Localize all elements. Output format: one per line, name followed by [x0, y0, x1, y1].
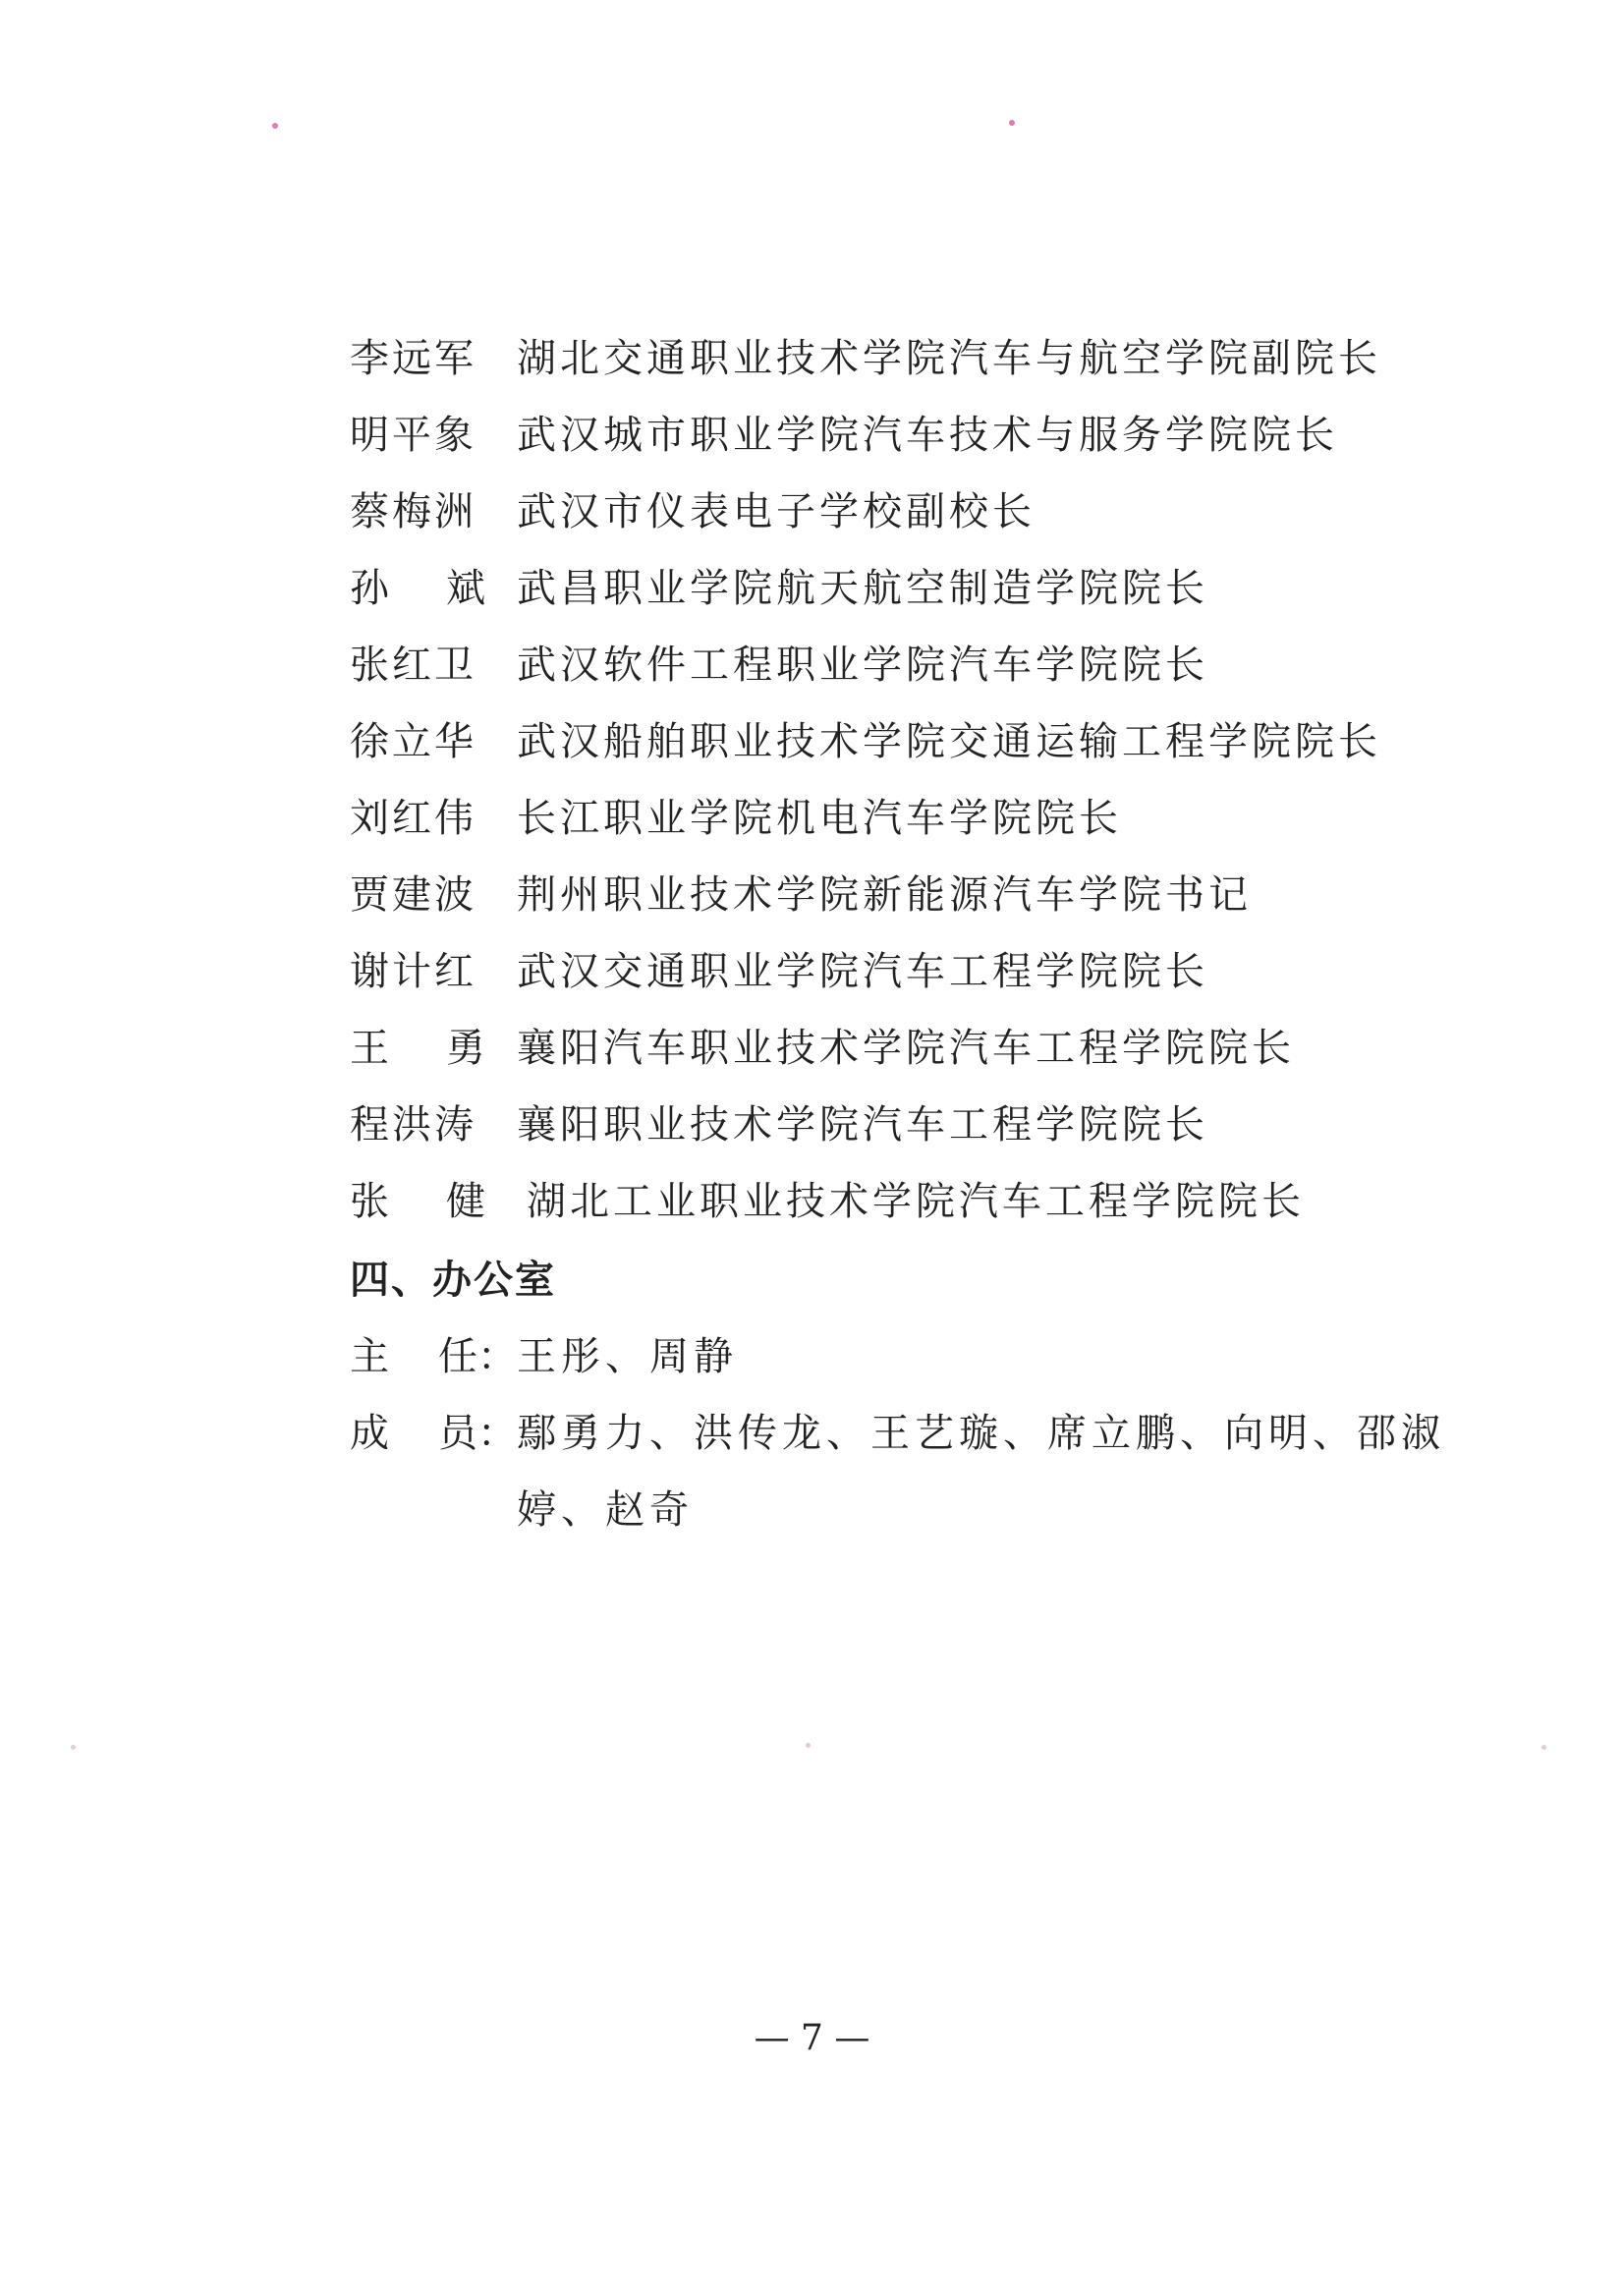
office-director-value: 王彤、周静: [517, 1334, 738, 1379]
seal-mark: [272, 123, 278, 129]
member-row: [350, 481, 1430, 558]
office-heading: 四、办公室: [350, 1258, 556, 1303]
member-name: 刘红伟: [350, 796, 476, 841]
label-part: 主: [350, 1334, 389, 1379]
member-row: [350, 1094, 1430, 1171]
label-part: 成: [350, 1411, 389, 1456]
member-name: 徐立华: [350, 719, 476, 764]
member-row: [350, 405, 1430, 481]
member-title: 襄阳职业技术学院汽车工程学院院长: [517, 1102, 1208, 1148]
member-row: [350, 1018, 1430, 1094]
member-name: 贾建波: [350, 872, 476, 918]
member-row: [350, 788, 1430, 865]
member-title: 武汉交通职业学院汽车工程学院院长: [517, 949, 1208, 994]
seal-mark: [1541, 1745, 1546, 1750]
member-title: 湖北工业职业技术学院汽车工程学院院长: [527, 1179, 1305, 1224]
label-part: 员：: [438, 1411, 517, 1456]
member-row: [350, 711, 1430, 788]
member-list: [350, 328, 1430, 1248]
member-name: 谢计红: [350, 949, 476, 994]
member-title: 武汉软件工程职业学院汽车学院院长: [517, 643, 1208, 688]
label-part: 任：: [438, 1334, 517, 1379]
office-members-label: [350, 1403, 517, 1464]
member-row: [350, 941, 1430, 1018]
member-title: 武汉船舶职业技术学院交通运输工程学院院长: [517, 719, 1381, 764]
member-title: 荆州职业技术学院新能源汽车学院书记: [517, 872, 1252, 918]
member-name: 明平象: [350, 413, 476, 458]
page-number: — 7 —: [754, 2018, 870, 2058]
member-title: 武汉市仪表电子学校副校长: [517, 489, 1036, 534]
member-row: [350, 558, 1430, 635]
member-name: 蔡梅洲: [350, 489, 476, 534]
office-members-value: 鄢勇力、洪传龙、王艺璇、席立鹏、向明、邵淑: [517, 1411, 1445, 1456]
seal-mark: [806, 1743, 811, 1748]
member-name: 张健: [350, 1179, 542, 1224]
member-title: 武汉城市职业学院汽车技术与服务学院院长: [517, 413, 1338, 458]
member-title: 襄阳汽车职业技术学院汽车工程学院院长: [517, 1026, 1295, 1071]
member-row: [350, 865, 1430, 941]
member-row: [350, 328, 1430, 405]
office-members-row: [350, 1403, 1445, 1464]
office-director-row: [350, 1326, 738, 1387]
member-name: 张红卫: [350, 643, 476, 688]
member-name: 李远军: [350, 336, 476, 381]
member-row: [350, 1171, 1430, 1248]
member-title: 长江职业学院机电汽车学院院长: [517, 796, 1122, 841]
member-row: [350, 635, 1430, 711]
member-name: 王勇: [350, 1026, 542, 1071]
office-director-label: [350, 1326, 517, 1387]
seal-mark: [1009, 120, 1015, 126]
member-name: 孙斌: [350, 566, 542, 611]
member-name: 程洪涛: [350, 1102, 476, 1148]
member-title: 武昌职业学院航天航空制造学院院长: [517, 566, 1208, 611]
seal-mark: [71, 1745, 76, 1750]
office-members-continuation: 婷、赵奇: [517, 1487, 694, 1533]
member-title: 湖北交通职业技术学院汽车与航空学院副院长: [517, 336, 1381, 381]
